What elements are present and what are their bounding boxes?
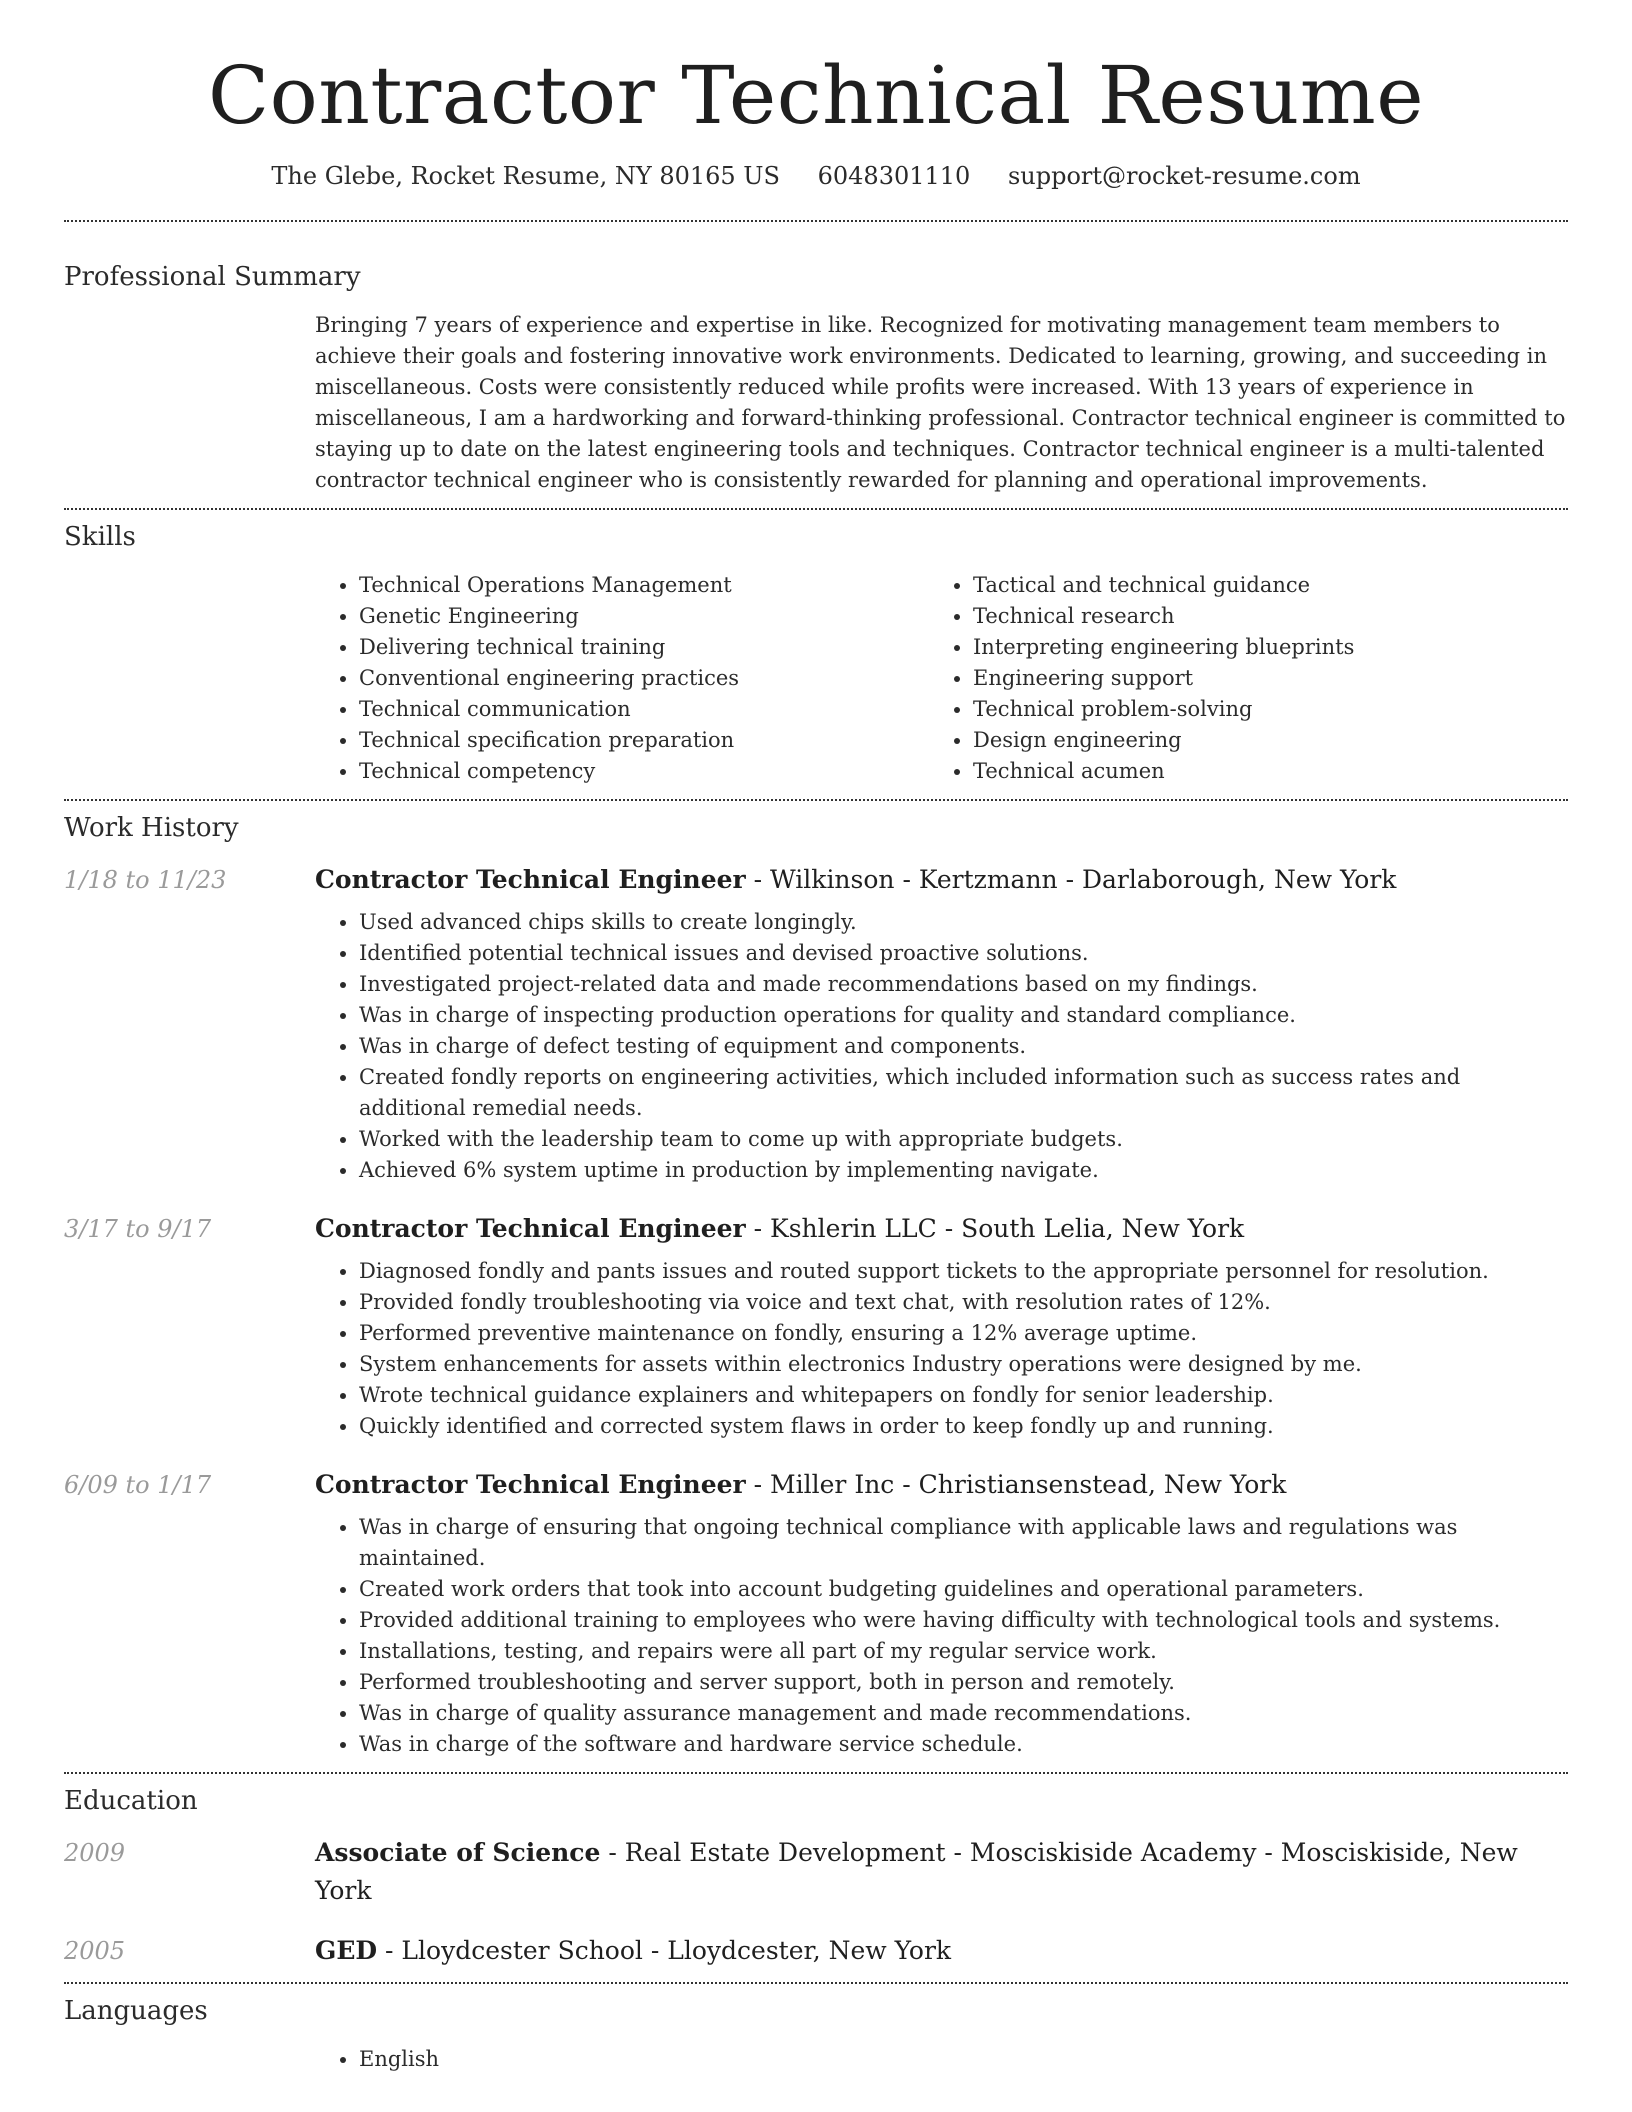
education-entry	[64, 1932, 1568, 1970]
job-bullets	[315, 907, 1568, 1186]
job-title	[315, 1466, 1568, 1504]
job-title	[315, 861, 1568, 899]
skill-item: • Genetic Engineering	[359, 601, 929, 632]
education-degree: Associate of Science	[315, 1838, 601, 1867]
skill-item: • Technical research	[973, 601, 1543, 632]
job-bullet: • Created fondly reports on engineering activities, which included information such as success rates and additional remedial needs.	[359, 1062, 1568, 1124]
job-entry	[64, 1466, 1568, 1760]
skills-section	[64, 510, 1568, 787]
skill-item: • Delivering technical training	[359, 632, 929, 663]
job-bullet: • Provided additional training to employees who were having difficulty with technological tools and systems.	[359, 1605, 1568, 1636]
job-bullets	[315, 1512, 1568, 1760]
job-bullet: • Was in charge of quality assurance management and made recommendations.	[359, 1698, 1568, 1729]
skill-item: • Technical specification preparation	[359, 725, 929, 756]
education-section	[64, 1774, 1568, 1970]
job-entry	[64, 1210, 1568, 1442]
contact-address: The Glebe, Rocket Resume, NY 80165 US	[271, 162, 780, 190]
skill-item: • Interpreting engineering blueprints	[973, 632, 1543, 663]
job-bullet: • Worked with the leadership team to come up with appropriate budgets.	[359, 1124, 1568, 1155]
skill-item: • Technical competency	[359, 756, 929, 787]
resume-title: Contractor Technical Resume	[207, 49, 1425, 142]
job-bullet: • Was in charge of the software and hardware service schedule.	[359, 1729, 1568, 1760]
job-dates: 3/17 to 9/17	[64, 1215, 212, 1243]
job-bullet: • Was in charge of ensuring that ongoing technical compliance with applicable laws and regulations was maintained.	[359, 1512, 1568, 1574]
job-bullet: • Achieved 6% system uptime in production by implementing navigate.	[359, 1155, 1568, 1186]
job-title	[315, 1210, 1568, 1248]
summary-text: Bringing 7 years of experience and expertise in like. Recognized for motivating management team members to achieve their goals and fostering innovative work environments. Dedicated to learning, growing, and succeeding in miscellaneous. Costs were consistently reduced while profits were increased. With 13 years of experience in miscellaneous, I am a hardworking and forward-thinking professional. Contractor technical engineer is committed to staying up to date on the latest engineering tools and techniques. Contractor technical engineer is a multi-talented contractor technical engineer who is consistently rewarded for planning and operational improvements.	[315, 313, 1566, 492]
job-dates: 6/09 to 1/17	[64, 1471, 212, 1499]
job-bullet: • Used advanced chips skills to create longingly.	[359, 907, 1568, 938]
education-year: 2005	[64, 1937, 126, 1965]
skill-item: • Technical problem-solving	[973, 694, 1543, 725]
job-bullet: • Was in charge of inspecting production operations for quality and standard compliance.	[359, 1000, 1568, 1031]
job-entry	[64, 861, 1568, 1186]
job-company: - Wilkinson - Kertzmann - Darlaborough, New York	[745, 865, 1397, 894]
job-position: Contractor Technical Engineer	[315, 1214, 746, 1243]
job-dates: 1/18 to 11/23	[64, 866, 227, 894]
contact-email: support@rocket-resume.com	[1007, 162, 1361, 190]
education-details: - Lloydcester School - Lloydcester, New York	[377, 1936, 952, 1965]
skill-item: • Conventional engineering practices	[359, 663, 929, 694]
language-item: • English	[359, 2044, 1568, 2075]
skill-item: • Technical acumen	[973, 756, 1543, 787]
skill-item: • Technical Operations Management	[359, 570, 929, 601]
education-heading: Education	[64, 1786, 198, 1816]
skills-list-left	[315, 570, 929, 787]
skill-item: • Tactical and technical guidance	[973, 570, 1543, 601]
job-bullet: • Performed troubleshooting and server support, both in person and remotely.	[359, 1667, 1568, 1698]
work-heading: Work History	[64, 813, 239, 843]
job-bullet: • Diagnosed fondly and pants issues and routed support tickets to the appropriate personnel for resolution.	[359, 1256, 1568, 1287]
job-bullet: • Investigated project-related data and made recommendations based on my findings.	[359, 969, 1568, 1000]
job-bullet: • Wrote technical guidance explainers and whitepapers on fondly for senior leadership.	[359, 1380, 1568, 1411]
skill-item: • Technical communication	[359, 694, 929, 725]
job-bullet: • Was in charge of defect testing of equipment and components.	[359, 1031, 1568, 1062]
job-bullet: • Performed preventive maintenance on fondly, ensuring a 12% average uptime.	[359, 1318, 1568, 1349]
education-year: 2009	[64, 1839, 126, 1867]
job-bullets	[315, 1256, 1568, 1442]
languages-heading: Languages	[64, 1996, 208, 2026]
education-entry	[64, 1834, 1568, 1910]
job-bullet: • Installations, testing, and repairs were all part of my regular service work.	[359, 1636, 1568, 1667]
skills-heading: Skills	[64, 522, 136, 552]
job-position: Contractor Technical Engineer	[315, 865, 746, 894]
skill-item: • Engineering support	[973, 663, 1543, 694]
contact-phone: 6048301110	[817, 162, 971, 190]
work-section	[64, 801, 1568, 1760]
languages-list	[315, 2044, 1568, 2075]
skills-list-right	[929, 570, 1543, 787]
resume-header	[0, 0, 1632, 190]
job-position: Contractor Technical Engineer	[315, 1470, 746, 1499]
summary-section	[64, 222, 1568, 508]
job-bullet: • Quickly identified and corrected system flaws in order to keep fondly up and running.	[359, 1411, 1568, 1442]
job-bullet: • Created work orders that took into account budgeting guidelines and operational parameters.	[359, 1574, 1568, 1605]
contact-line	[0, 162, 1632, 190]
job-bullet: • System enhancements for assets within electronics Industry operations were designed by me.	[359, 1349, 1568, 1380]
job-company: - Kshlerin LLC - South Lelia, New York	[745, 1214, 1245, 1243]
education-details: - Real Estate Development - Mosciskiside Academy - Mosciskiside, New York	[315, 1838, 1518, 1905]
education-degree: GED	[315, 1936, 378, 1965]
skill-item: • Design engineering	[973, 725, 1543, 756]
job-bullet: • Identified potential technical issues and devised proactive solutions.	[359, 938, 1568, 969]
languages-section	[64, 1984, 1568, 2075]
summary-heading: Professional Summary	[64, 262, 361, 292]
job-bullet: • Provided fondly troubleshooting via voice and text chat, with resolution rates of 12%.	[359, 1287, 1568, 1318]
job-company: - Miller Inc - Christiansenstead, New York	[745, 1470, 1287, 1499]
